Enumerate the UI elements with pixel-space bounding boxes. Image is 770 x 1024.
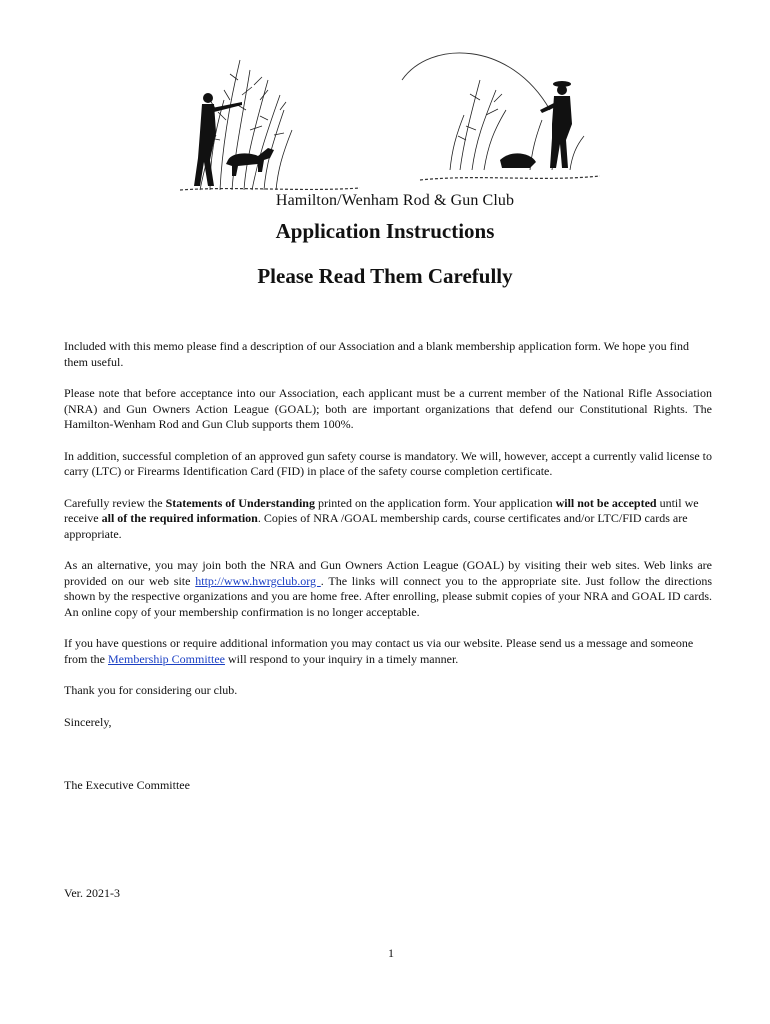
alternative-text-2: . The links will connect you to the appropriate site. Just follow the directions shown by the respective organizations and you are home free. After enrolling, please submit copies of your NRA and GOAL ID cards. An online copy of your membership confirmation is no longer acceptable.: [64, 573, 713, 619]
dog-silhouette-icon: [226, 148, 274, 176]
statements-of-understanding-bold: Statements of Understanding: [165, 495, 315, 510]
review-text-2: printed on the application form. Your application: [314, 495, 556, 510]
paragraph-contact: [64, 636, 712, 667]
club-logo-illustration: [180, 40, 600, 200]
review-text-1: Carefully review the: [64, 495, 166, 510]
rock-silhouette-icon: [500, 153, 536, 168]
paragraph-alternative: [64, 558, 712, 620]
alternative-text-1: As an alternative, you may join both the NRA and Gun Owners Action League (GOAL) by visiting their web sites. Web links are provided on our web site: [64, 558, 712, 588]
will-not-be-accepted-bold: will not be accepted: [555, 495, 657, 510]
paragraph-intro: Included with this memo please find a description of our Association and a blank membership application form. We hope you find them useful.: [64, 339, 690, 369]
required-information-bold: all of the required information: [101, 511, 258, 525]
contact-text-2: will respond to your inquiry in a timely manner.: [224, 651, 459, 666]
paragraph-review: [64, 496, 712, 543]
review-text-3: until we receive: [64, 495, 699, 525]
page-number: 1: [388, 946, 394, 960]
closing-sincerely: Sincerely,: [64, 714, 112, 729]
club-website-link[interactable]: http://www.hwrgclub.org: [195, 573, 321, 588]
contact-text-1: If you have questions or require additional information you may contact us via our website. Please send us a message and someone from the: [64, 636, 694, 666]
version-label: Ver. 2021-3: [64, 886, 120, 900]
letter-body: [64, 339, 712, 810]
page-subtitle: Please Read Them Carefully: [257, 264, 513, 288]
club-name: Hamilton/Wenham Rod & Gun Club: [275, 192, 515, 209]
paragraph-requirements: Please note that before acceptance into our Association, each applicant must be a current member of the National Rifle Association (NRA) and Gun Owners Action League (GOAL); both are important organizations that defend our Constitutional Rights. The Hamilton-Wenham Rod and Gun Club supports them 100%.: [64, 386, 712, 431]
fisherman-silhouette-icon: [540, 81, 572, 168]
page-title: Application Instructions: [275, 219, 495, 243]
closing-thanks: Thank you for considering our club.: [64, 683, 238, 697]
signature: The Executive Committee: [64, 778, 190, 792]
membership-committee-link[interactable]: Membership Committee: [108, 651, 225, 666]
paragraph-safety-course: In addition, successful completion of an approved gun safety course is mandatory. We will, however, accept a currently valid license to carry (LTC) or Firearms Identification Card (FID) in place of the safety course completion certificate.: [64, 448, 713, 478]
review-text-4: . Copies of NRA /GOAL membership cards, course certificates and/or LTC/FID cards are appropriate.: [64, 511, 688, 541]
